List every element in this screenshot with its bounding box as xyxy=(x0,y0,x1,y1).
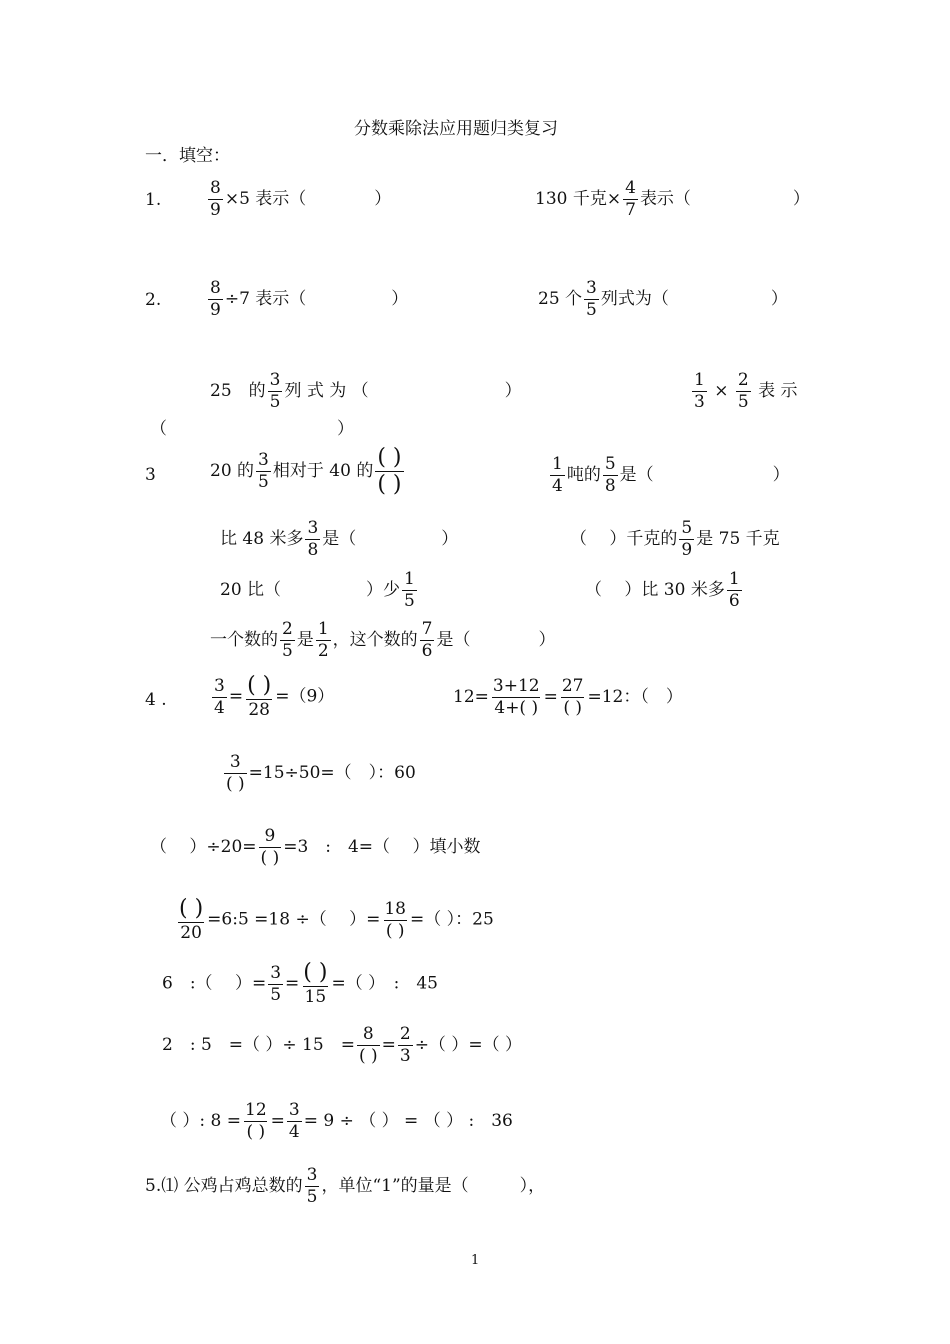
q1-part-b: 130 千克× $\frac{4}{7}$ 表示（ ） xyxy=(535,178,810,220)
q3-part-a: 20 的 $\frac{3}{5}$ 相对于 40 的 ( ) ( ) xyxy=(210,445,402,497)
fraction: $\frac{3}{5}$ xyxy=(586,278,597,320)
fraction: ( ) 15 xyxy=(303,960,328,1007)
fraction: $\frac{3}{5}$ xyxy=(269,370,281,412)
section-heading: 一．填空： xyxy=(145,146,230,166)
page-number: 1 xyxy=(471,1253,480,1268)
fraction: ( ) 20 xyxy=(179,896,204,943)
q2-part-e: （ ） xyxy=(150,419,354,439)
fraction: $\frac{3}{4}$ xyxy=(214,675,225,718)
fraction: 12 ( ) xyxy=(245,1100,267,1142)
fraction: $\frac{4}{7}$ xyxy=(625,178,636,220)
q1-part-a: $\frac{8}{9}$ ×5 表示（ ） xyxy=(210,178,392,220)
page-title: 分数乘除法应用题归类复习 xyxy=(354,119,558,139)
fraction: $\frac{3}{5}$ xyxy=(258,450,269,492)
q3-part-g: 一个数的 $\frac{2}{5}$ 是 $\frac{1}{2}$ ，这个数的 $\frac{7}{6}$ 是（ ） xyxy=(210,619,556,661)
fraction: $\frac{3}{5}$ xyxy=(306,1165,318,1207)
fraction: $\frac{1}{2}$ xyxy=(317,619,329,661)
q4-part-b: 12= $\frac{3+12}{4+( )}$ = 27 ( ) =12：（ ） xyxy=(453,676,683,718)
fraction: $\frac{2}{3}$ xyxy=(399,1024,411,1066)
fraction: $\frac{1}{6}$ xyxy=(728,569,740,611)
fraction: 27 ( ) xyxy=(561,676,584,718)
fraction: $\frac{1}{3}$ xyxy=(694,370,705,412)
fraction: 3 ( ) xyxy=(226,752,245,794)
q2-part-b: 25 个 $\frac{3}{5}$ 列式为（ ） xyxy=(538,278,788,320)
q3-part-e: 20 比（ ）少 $\frac{1}{5}$ xyxy=(220,569,415,611)
q4-part-d: （ ）÷20= 9 ( ) =3 : 4=（ ）填小数 xyxy=(150,826,481,868)
fraction: 8 ( ) xyxy=(358,1024,378,1066)
q4-part-g: 2 : 5 =（ ）÷ 15 = 8 ( ) = $\frac{2}{3}$ ÷（ ）=（ ） xyxy=(162,1024,522,1066)
fraction: $\frac{8}{9}$ xyxy=(210,178,221,220)
fraction: $\frac{8}{9}$ xyxy=(210,278,221,320)
fraction: $\frac{2}{5}$ xyxy=(737,370,749,412)
q4-part-a: $\frac{3}{4}$ = ( ) 28 =（9） xyxy=(214,673,335,720)
q2-part-d: $\frac{1}{3}$ × $\frac{2}{5}$ 表 示 xyxy=(694,370,798,412)
fraction: $\frac{1}{5}$ xyxy=(404,569,415,611)
fraction: $\frac{3}{8}$ xyxy=(307,518,319,560)
blank-fraction: ( ) ( ) xyxy=(377,445,402,497)
fraction: $\frac{3}{4}$ xyxy=(288,1100,300,1142)
q4-part-f: 6 :（ ）= $\frac{3}{5}$ = ( ) 15 =（ ） : 45 xyxy=(162,960,438,1007)
q2-part-a: $\frac{8}{9}$ ÷7 表示（ ） xyxy=(210,278,409,320)
q3-part-c: 比 48 米多 $\frac{3}{8}$ 是（ ） xyxy=(220,518,459,560)
q4-part-e: ( ) 20 =6:5 =18 ÷（ ）= 18 ( ) =（ ）：25 xyxy=(179,896,494,943)
fraction: $\frac{3}{5}$ xyxy=(270,962,282,1005)
q2-part-c: 25 的 $\frac{3}{5}$ 列 式 为 （ ） xyxy=(210,370,522,412)
q4-part-h: （ ）: 8 = 12 ( ) = $\frac{3}{4}$ = 9 ÷ （ ） = （ ） : 36 xyxy=(160,1100,513,1142)
fraction: 18 ( ) xyxy=(384,898,406,941)
question-number: 3 xyxy=(145,465,156,485)
q4-part-c: 3 ( ) =15÷50=（ ）：60 xyxy=(226,752,416,794)
fraction: $\frac{7}{6}$ xyxy=(421,619,433,661)
fraction: $\frac{5}{8}$ xyxy=(604,454,616,496)
fraction: $\frac{3+12}{4+( )}$ xyxy=(492,676,540,718)
fraction: 9 ( ) xyxy=(260,826,280,868)
fraction: ( ) 28 xyxy=(247,673,272,720)
fraction: $\frac{2}{5}$ xyxy=(282,619,293,661)
question-number: 2. xyxy=(145,290,162,310)
question-5: 5.⑴ 公鸡占鸡总数的 $\frac{3}{5}$ ，单位“1”的量是（ ）， xyxy=(145,1165,546,1207)
question-number: 4 . xyxy=(145,690,167,710)
fraction: $\frac{1}{4}$ xyxy=(552,454,563,496)
q3-part-b: $\frac{1}{4}$ 吨的 $\frac{5}{8}$ 是（ ） xyxy=(552,454,790,496)
fraction: $\frac{5}{9}$ xyxy=(681,518,693,560)
q3-part-f: （ ）比 30 米多 $\frac{1}{6}$ xyxy=(585,569,740,611)
q3-part-d: （ ）千克的 $\frac{5}{9}$ 是 75 千克 xyxy=(570,518,780,560)
question-number: 1. xyxy=(145,190,162,210)
